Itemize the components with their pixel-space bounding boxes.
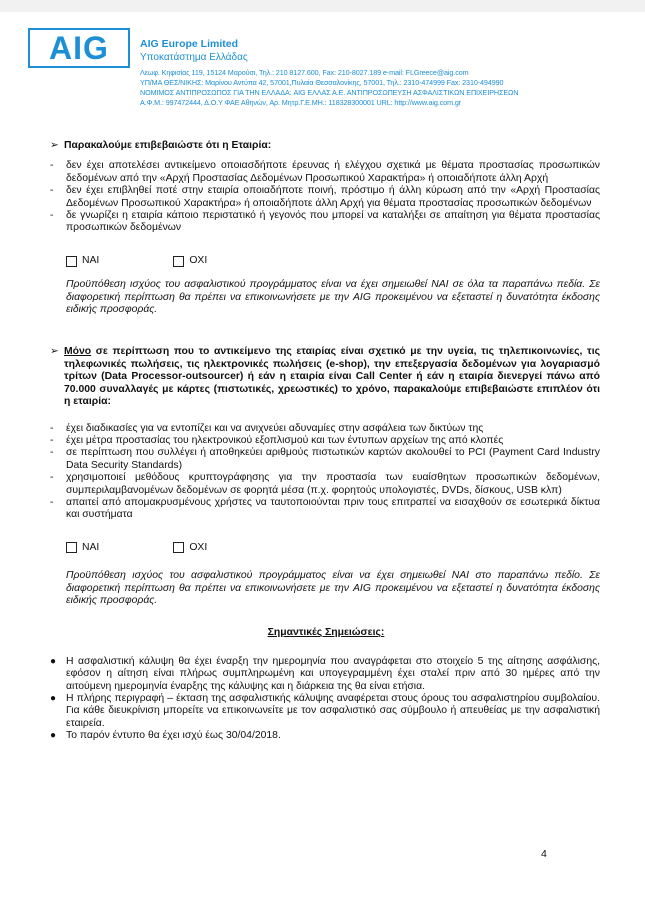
list-item-text: δεν έχει αποτελέσει αντικείμενο οποιασδήποτε έρευνας ή ελέγχου σχετικά με θέματα προστασίας προσωπικών δεδομένων από την «Αρχή Προστασίας Δεδομένων Προσωπικού Χαρακτήρα» ή οποιαδήποτε άλλη Αρχή xyxy=(66,160,600,184)
condition-note: Προϋπόθεση ισχύος του ασφαλιστικού προγράμματος είναι να έχει σημειωθεί ΝΑΙ στο παραπάνω πεδίο. Σε διαφορετική περίπτωση θα πρέπει να επικοινωνήσετε με την AIG προκειμένου να εξεταστεί η δυνατότητα έκδοσης ειδικής προσφοράς. xyxy=(66,570,600,606)
address-line: Λεωφ. Κηφισίας 119, 15124 Μαρούσι, Τηλ.: 210 8127.600, Fax: 210-8027.189 e-mail: FLGreece@aig.com xyxy=(140,68,469,77)
list-item-text: σε περίπτωση που συλλέγει ή αποθηκεύει αριθμούς πιστωτικών καρτών ακολουθεί το PCI (Payment Card Industry Data Security Standards) xyxy=(66,447,600,471)
list-item-text: χρησιμοποιεί μεθόδους κρυπτογράφησης για την προστασία των ευαίσθητων προσωπικών δεδομένων, συμπεριλαμβανομένων δεδομένων σε φορητά μέσα (π.χ. φορητούς υπολογιστές, DVDs, δίσκους, USB κλπ) xyxy=(66,472,600,496)
arrow-bullet-icon: ➢ xyxy=(50,140,59,151)
list-item-text: Η πλήρης περιγραφή – έκταση της ασφαλιστικής κάλυψης αναφέρεται στους όρους του ασφαλιστηρίου συμβολαίου. Για κάθε διευκρίνιση μπορείτε να επικοινωνείτε με τον ασφαλιστικό σας σύμβουλο ή απευθείας με την ασφαλιστική εταιρεία. xyxy=(66,693,600,729)
list-item xyxy=(50,447,600,472)
section-heading-text xyxy=(64,346,600,408)
important-notes-title: Σημαντικές Σημειώσεις: xyxy=(267,627,385,639)
no-option[interactable] xyxy=(173,255,207,267)
page-top-edge xyxy=(0,0,645,12)
important-notes-list xyxy=(50,656,600,743)
extra-confirmation-list xyxy=(50,423,600,522)
aig-logo-text: AIG xyxy=(49,30,109,66)
section-heading-text: Παρακαλούμε επιβεβαιώστε ότι η Εταιρία: xyxy=(64,140,272,151)
list-item xyxy=(50,730,600,742)
bullet-icon: ● xyxy=(50,693,57,704)
page-number: 4 xyxy=(541,848,547,860)
list-item-text: απαιτεί από απομακρυσμένους χρήστες να ταυτοποιούνται πριν τους επιτραπεί να εισαχθούν σε εσωτερικά δίκτυα και συστήματα xyxy=(66,496,600,521)
bullet-icon: ● xyxy=(50,655,57,667)
bullet-icon: ● xyxy=(50,730,57,742)
no-checkbox[interactable] xyxy=(173,542,184,553)
yes-no-group xyxy=(66,255,600,267)
no-checkbox[interactable] xyxy=(173,256,184,267)
list-item xyxy=(50,160,600,185)
dash-marker: - xyxy=(50,160,54,172)
list-item-text: έχει μέτρα προστασίας του ηλεκτρονικού εξοπλισμού και των έντυπων αρχείων της από κλοπές xyxy=(66,434,504,446)
yes-label: ΝΑΙ xyxy=(82,254,100,266)
address-line: ΝΟΜΙΜΟΣ ΑΝΤΙΠΡΟΣΩΠΟΣ ΓΙΑ ΤΗΝ ΕΛΛΑΔΑ: AIG ΕΛΛΑΣ Α.Ε. ΑΝΤΙΠΡΟΣΩΠΕΥΣΗ ΑΣΦΑΛΙΣΤΙΚΩΝ ΕΠΙΧΕΙΡΗΣΕΩΝ xyxy=(140,88,519,97)
list-item xyxy=(50,210,600,235)
yes-label: ΝΑΙ xyxy=(82,541,100,553)
list-item xyxy=(50,656,600,693)
address-line: ΥΠ/ΜΑ ΘΕΣ/ΝΙΚΗΣ: Μαρίνου Αντύπα 42, 57001,Πυλαία Θεσσαλονίκης, 57001, Τηλ.: 2310-474999 Fax: 2310-494990 xyxy=(140,78,504,87)
arrow-bullet-icon: ➢ xyxy=(50,346,59,358)
no-option[interactable] xyxy=(173,542,207,554)
list-item xyxy=(50,185,600,210)
address-line: Α.Φ.Μ.: 997472444, Δ.Ο.Υ ΦΑΕ Αθηνών, Αρ. Μητρ.Γ.Ε.ΜΗ.: 118328300001 URL: http://www.aig.com.gr xyxy=(140,98,462,107)
document-body xyxy=(52,140,600,743)
list-item-text: Η ασφαλιστική κάλυψη θα έχει έναρξη την ημερομηνία που αναγράφεται στο στοιχείο 5 της αίτησης ασφάλισης, εφόσον η αίτηση είναι πλήρως συμπληρωμένη και υπογεγραμμένη έχει σταλεί πριν από 30 ημέρες από την αιτούμενη ημερομηνία έναρξης της κάλυψης και η διάρκεια της θα είναι ετήσια. xyxy=(66,655,600,692)
yes-checkbox[interactable] xyxy=(66,256,77,267)
dash-marker: - xyxy=(50,434,54,446)
list-item-text: δε γνωρίζει η εταιρία κάποιο περιστατικό ή γεγονός που μπορεί να καταλήξει σε απαίτηση για θέματα προστασίας προσωπικών δεδομένων xyxy=(66,210,600,234)
dash-marker: - xyxy=(50,210,54,222)
yes-checkbox[interactable] xyxy=(66,542,77,553)
dash-marker: - xyxy=(50,447,54,459)
no-label: ΟΧΙ xyxy=(189,254,208,266)
list-item xyxy=(50,693,600,730)
dash-marker: - xyxy=(50,422,54,434)
yes-no-group xyxy=(66,542,600,554)
condition-note: Προϋπόθεση ισχύος του ασφαλιστικού προγράμματος είναι να έχει σημειωθεί ΝΑΙ σε όλα τα παραπάνω πεδία. Σε διαφορετική περίπτωση θα πρέπει να επικοινωνήσετε με την AIG προκειμένου να εξεταστεί η δυνατότητα έκδοσης ειδικής προσφοράς. xyxy=(66,279,600,316)
dash-marker: - xyxy=(50,185,54,197)
yes-option[interactable] xyxy=(66,255,99,267)
company-name: AIG Europe Limited xyxy=(140,38,239,50)
dash-marker: - xyxy=(50,496,54,508)
section-heading xyxy=(50,140,600,152)
list-item-text: έχει διαδικασίες για να εντοπίζει και να ανιχνεύει αδυναμίες στην ασφάλεια των δικτύων της xyxy=(66,422,484,434)
confirmation-list xyxy=(50,160,600,234)
list-item xyxy=(50,423,600,435)
list-item xyxy=(50,472,600,497)
no-label: ΟΧΙ xyxy=(189,541,208,553)
heading-emphasis: Μόνο xyxy=(64,346,92,358)
dash-marker: - xyxy=(50,472,54,484)
list-item xyxy=(50,435,600,447)
list-item-text: Το παρόν έντυπο θα έχει ισχύ έως 30/04/2018. xyxy=(66,730,281,742)
section-heading xyxy=(50,346,600,408)
aig-logo xyxy=(28,28,130,68)
section-confirmation xyxy=(52,140,600,316)
section-extra-confirmation xyxy=(52,346,600,607)
list-item xyxy=(50,497,600,522)
list-item-text: δεν έχει επιβληθεί ποτέ στην εταιρία οποιαδήποτε ποινή, πρόστιμο ή άλλη κύρωση από την «Αρχή Προστασίας Δεδομένων Προσωπικού Χαρακτήρα» ή οποιαδήποτε άλλη Αρχή για θέματα προστασίας προσωπικών δεδομένων xyxy=(66,185,600,209)
yes-option[interactable] xyxy=(66,542,99,554)
heading-rest: σε περίπτωση που το αντικείμενο της εταιρίας είναι σχετικό με την υγεία, τις τηλεπικοινωνίες, τις τηλεφωνικές πωλήσεις, τις ηλεκτρονικές πωλήσεις (e-shop), την επεξεργασία δεδομένων για λογαριασμό τρίτων (Data Processor-outsourcer) ή εάν η εταιρία είναι Call Center ή εάν η εταιρία διενεργεί πάνω από 70.000 συναλλαγές με κάρτες (πιστωτικές, χρεωστικές) το χρόνο, παρακαλούμε επιβεβαιώστε επιπλέον ότι η εταιρία: xyxy=(64,346,600,408)
branch-name: Υποκατάστημα Ελλάδας xyxy=(140,52,248,63)
